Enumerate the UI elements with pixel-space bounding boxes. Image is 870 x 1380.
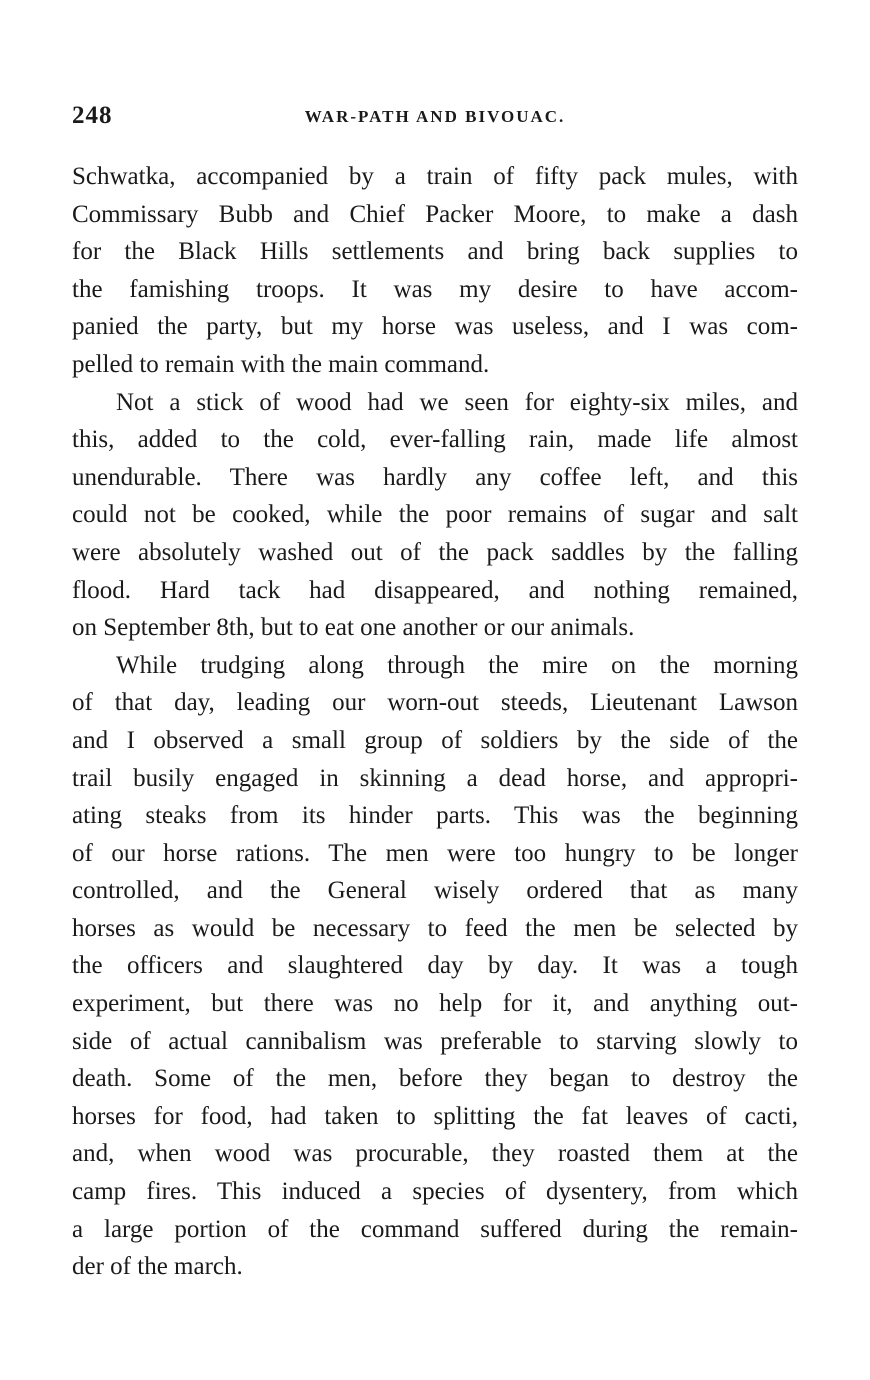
text-line: death. Some of the men, before they began to destroy the	[72, 1065, 798, 1093]
text-line: of that day, leading our worn-out steeds, Lieutenant Lawson	[72, 689, 798, 717]
text-line: could not be cooked, while the poor remains of sugar and salt	[72, 501, 798, 529]
text-line: the officers and slaughtered day by day. It was a tough	[72, 952, 798, 980]
paragraph-3	[72, 647, 798, 1286]
text-line: pelled to remain with the main command.	[72, 350, 490, 378]
body-text	[72, 158, 798, 1286]
page-number: 248	[72, 102, 113, 129]
text-line: were absolutely washed out of the pack saddles by the falling	[72, 538, 798, 566]
paragraph-1	[72, 158, 798, 384]
text-line: Not a stick of wood had we seen for eighty-six miles, and	[116, 388, 798, 416]
text-line: side of actual cannibalism was preferable to starving slowly to	[72, 1027, 798, 1055]
text-line: on September 8th, but to eat one another or our animals.	[72, 614, 635, 642]
text-line: While trudging along through the mire on the morning	[116, 651, 798, 679]
text-line: experiment, but there was no help for it, and anything out-	[72, 990, 798, 1018]
text-line: horses for food, had taken to splitting the fat leaves of cacti,	[72, 1102, 798, 1130]
text-line: panied the party, but my horse was useless, and I was com-	[72, 313, 798, 341]
running-title: WAR-PATH AND BIVOUAC.	[304, 107, 566, 126]
text-line: for the Black Hills settlements and bring back supplies to	[72, 238, 798, 266]
text-line: flood. Hard tack had disappeared, and nothing remained,	[72, 576, 798, 604]
text-line: camp fires. This induced a species of dysentery, from which	[72, 1178, 798, 1206]
text-line: trail busily engaged in skinning a dead horse, and appropri-	[72, 764, 798, 792]
text-line: ating steaks from its hinder parts. This was the beginning	[72, 802, 798, 830]
text-line: controlled, and the General wisely ordered that as many	[72, 877, 798, 905]
text-line: this, added to the cold, ever-falling rain, made life almost	[72, 426, 798, 454]
text-line: of our horse rations. The men were too hungry to be longer	[72, 839, 798, 867]
text-line: and, when wood was procurable, they roasted them at the	[72, 1140, 798, 1168]
text-line: der of the march.	[72, 1253, 243, 1281]
text-line: Schwatka, accompanied by a train of fifty pack mules, with	[72, 163, 798, 190]
text-line: and I observed a small group of soldiers by the side of the	[72, 726, 798, 754]
text-line: the famishing troops. It was my desire to have accom-	[72, 275, 798, 303]
text-line: horses as would be necessary to feed the men be selected by	[72, 914, 798, 942]
running-head	[72, 100, 798, 136]
text-line: Commissary Bubb and Chief Packer Moore, to make a dash	[72, 200, 798, 228]
paragraph-2	[72, 384, 798, 647]
text-line: a large portion of the command suffered during the remain-	[72, 1215, 798, 1243]
text-line: unendurable. There was hardly any coffee left, and this	[72, 463, 798, 491]
